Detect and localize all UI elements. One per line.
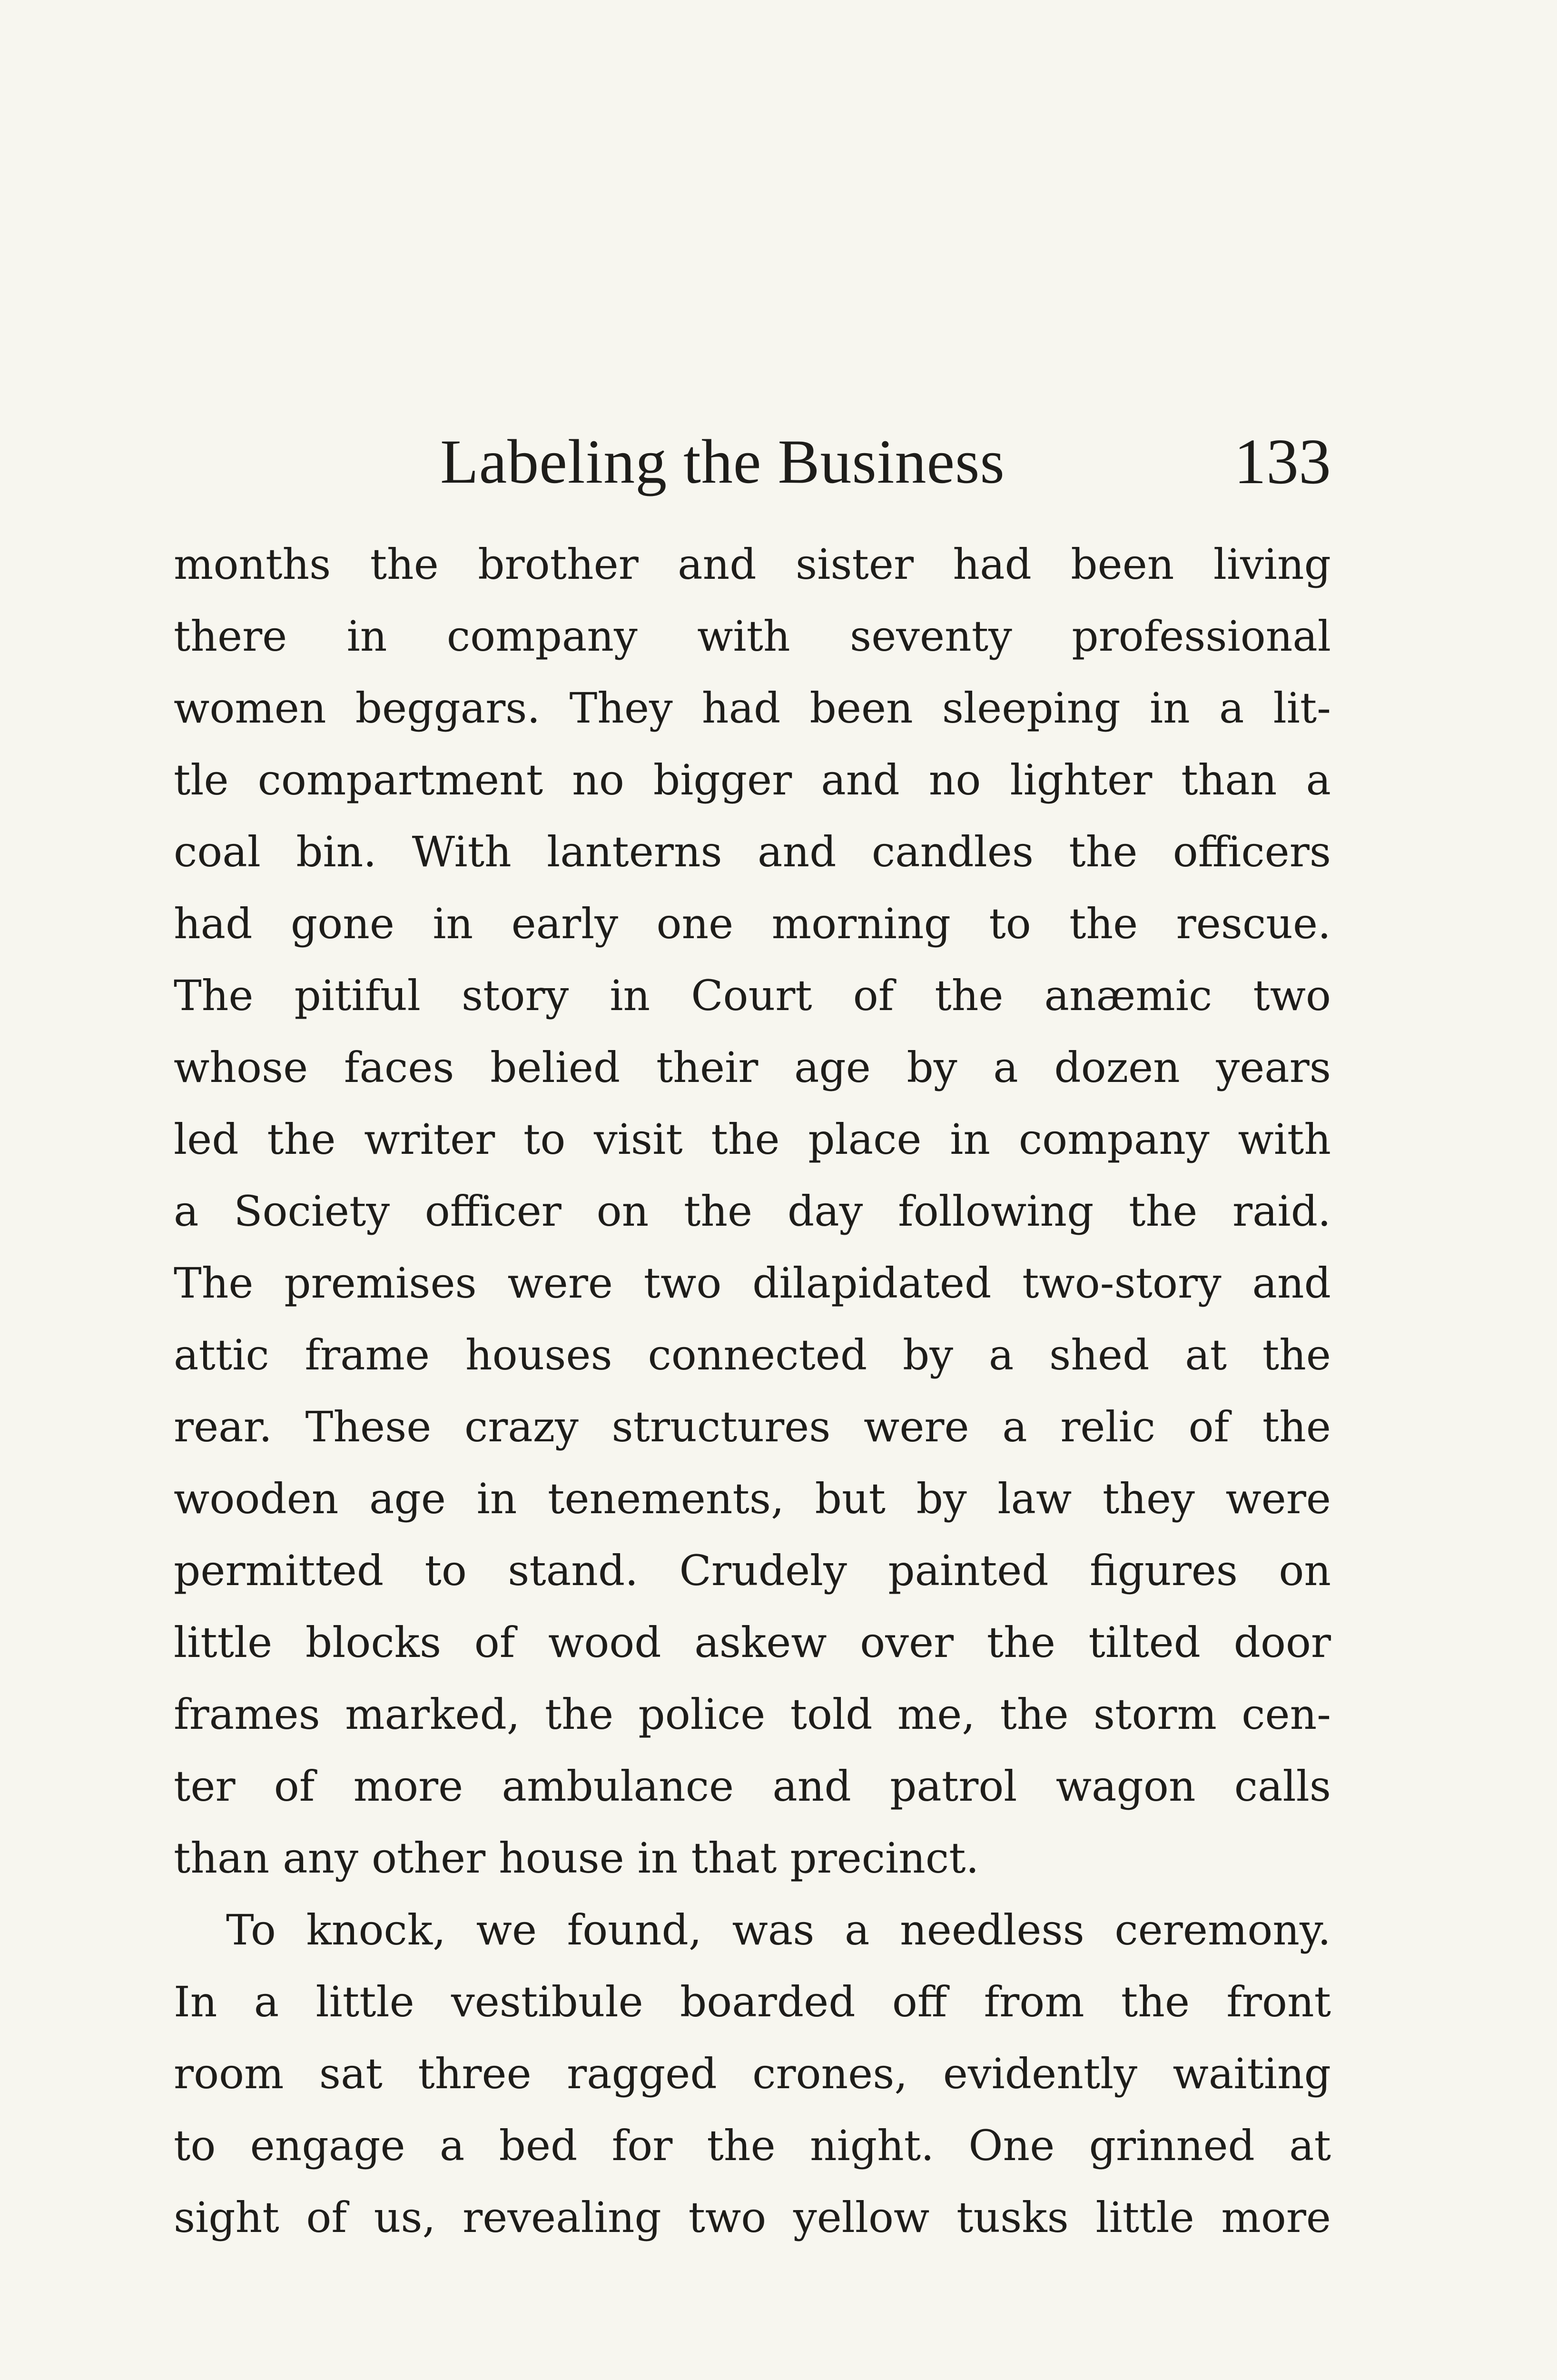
text-line: The pitiful story in Court of the anæmic two (174, 971, 1331, 1020)
text-line: than any other house in that precinct. (174, 1834, 979, 1883)
paragraph-1 (174, 528, 1331, 1894)
body-text (174, 528, 1331, 2253)
text-line: tle compartment no bigger and no lighter than a (174, 755, 1331, 804)
running-head (174, 419, 1331, 514)
text-line: To knock, we found, was a needless ceremony. (226, 1905, 1331, 1954)
text-line: wooden age in tenements, but by law they were (174, 1474, 1331, 1523)
text-line: there in company with seventy professional (174, 612, 1331, 661)
running-title: Labeling the Business (440, 426, 1005, 496)
page-number: 133 (1234, 426, 1331, 497)
text-line: attic frame houses connected by a shed at the (174, 1330, 1331, 1379)
text-line: little blocks of wood askew over the tilted door (174, 1618, 1331, 1667)
text-line: had gone in early one morning to the rescue. (174, 899, 1331, 948)
text-line: women beggars. They had been sleeping in a lit- (174, 684, 1331, 733)
text-line: frames marked, the police told me, the storm cen- (174, 1690, 1331, 1739)
text-line: permitted to stand. Crudely painted figures on (174, 1546, 1331, 1595)
text-line: ter of more ambulance and patrol wagon calls (174, 1762, 1331, 1811)
text-line: whose faces belied their age by a dozen years (174, 1043, 1331, 1092)
text-line: In a little vestibule boarded off from the front (174, 1977, 1331, 2026)
text-line: rear. These crazy structures were a relic of the (174, 1402, 1331, 1451)
text-line: months the brother and sister had been living (174, 540, 1331, 589)
text-line: The premises were two dilapidated two-story and (174, 1259, 1331, 1308)
text-line: sight of us, revealing two yellow tusks little more (174, 2193, 1331, 2242)
text-line: room sat three ragged crones, evidently waiting (174, 2049, 1331, 2098)
text-line: to engage a bed for the night. One grinned at (174, 2121, 1331, 2170)
paragraph-2 (174, 1894, 1331, 2253)
text-line: led the writer to visit the place in company with (174, 1115, 1331, 1164)
text-line: a Society officer on the day following the raid. (174, 1187, 1331, 1236)
text-line: coal bin. With lanterns and candles the officers (174, 827, 1331, 876)
